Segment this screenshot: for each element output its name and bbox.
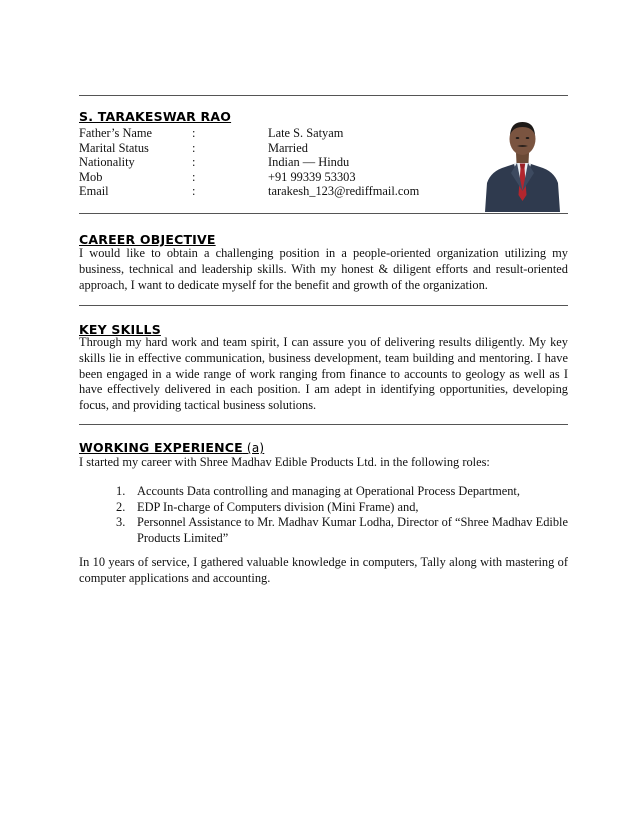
profile-photo — [483, 113, 562, 212]
working-experience-title: WORKING EXPERIENCE — [79, 440, 243, 455]
list-number: 3. — [116, 515, 126, 530]
info-row-fathers-name — [79, 126, 479, 140]
working-experience-summary: In 10 years of service, I gathered valuable knowledge in computers, Tally along with mastering of computer applications and accounting. — [79, 555, 568, 585]
info-label: Father’s Name — [79, 126, 153, 140]
key-skills-text: Through my hard work and team spirit, I can assure you of delivering results diligently. My key skills lie in effective communication, business development, team building and mentoring. I have been engaged in a wide range of work ranging from finance to accounts to geology as well as I have effectively delivered in each position. I am adept in identifying opportunities, developing focus, and providing tactical business solutions. — [79, 335, 568, 413]
info-colon: : — [192, 155, 196, 169]
list-text: Personnel Assistance to Mr. Madhav Kumar Lodha, Director of “Shree Madhav Edible Products Limited” — [137, 515, 568, 545]
working-experience-suffix: (a) — [242, 441, 265, 455]
list-number: 2. — [116, 499, 126, 514]
info-colon: : — [192, 140, 196, 155]
info-row-email — [79, 184, 479, 198]
top-divider — [79, 95, 568, 96]
list-item — [113, 500, 568, 516]
info-value: tarakesh_123@rediffmail.com — [268, 184, 420, 198]
roles-list — [113, 484, 568, 546]
info-value: Married — [268, 140, 308, 155]
info-value: Late S. Satyam — [268, 126, 344, 140]
info-label: Nationality — [79, 155, 135, 169]
info-row-mobile — [79, 170, 479, 184]
working-experience-intro: I started my career with Shree Madhav Edible Products Ltd. in the following roles: — [79, 455, 490, 469]
candidate-name: S. TARAKESWAR RAO — [79, 109, 232, 124]
list-item — [113, 515, 568, 546]
list-text: Accounts Data controlling and managing at Operational Process Department, — [137, 484, 520, 498]
info-colon: : — [192, 126, 196, 140]
info-label: Mob — [79, 169, 103, 184]
list-item — [113, 484, 568, 500]
info-value: Indian — Hindu — [268, 155, 350, 169]
info-label: Marital Status — [79, 140, 149, 155]
info-label: Email — [79, 184, 109, 198]
info-colon: : — [192, 184, 196, 198]
info-row-nationality — [79, 155, 479, 169]
working-experience-heading — [79, 440, 264, 455]
section-divider — [79, 424, 568, 425]
list-text: EDP In-charge of Computers division (Mini Frame) and, — [137, 499, 419, 514]
section-divider — [79, 305, 568, 306]
career-objective-heading: CAREER OBJECTIVE — [79, 232, 216, 247]
section-divider — [79, 213, 568, 214]
info-row-marital-status — [79, 141, 479, 155]
list-number: 1. — [116, 484, 126, 498]
career-objective-text: I would like to obtain a challenging position in a people-oriented organization utilizing my business, technical and leadership skills. With my honest & diligent efforts and result-oriented approach, I want to dedicate myself for the benefit and growth of the organization. — [79, 246, 568, 292]
key-skills-heading: KEY SKILLS — [79, 322, 161, 337]
info-value: +91 99339 53303 — [268, 169, 356, 184]
info-colon: : — [192, 169, 196, 184]
